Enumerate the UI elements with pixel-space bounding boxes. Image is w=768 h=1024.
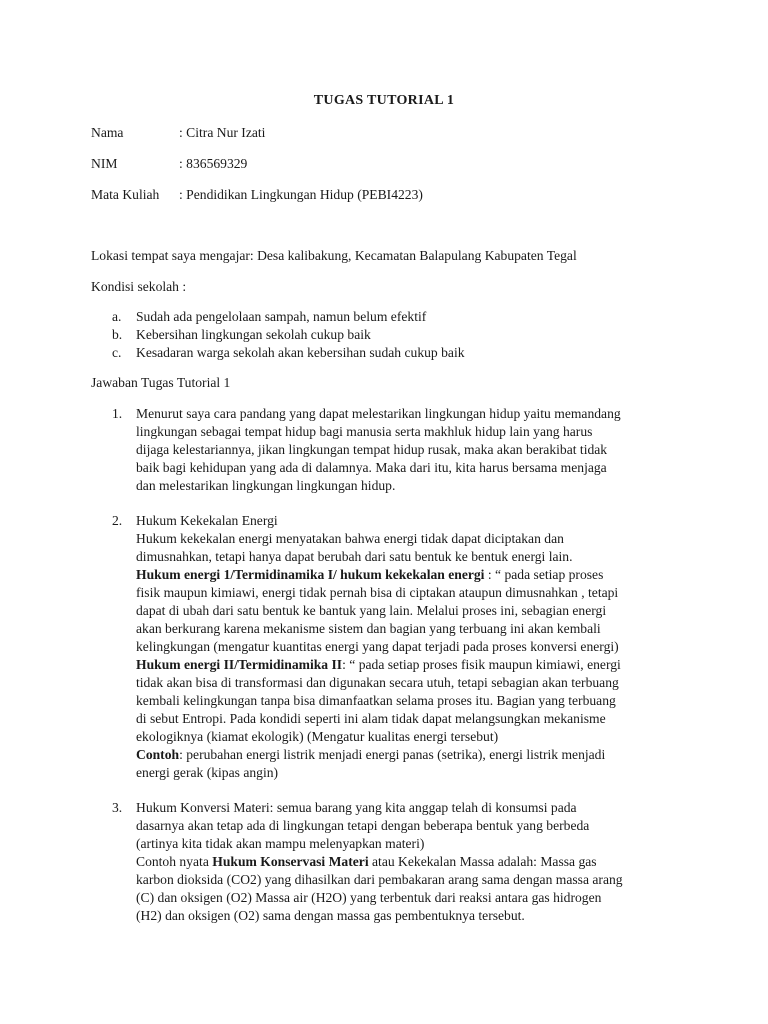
- answer-line: ekologiknya (kiamat ekologik) (Mengatur kualitas energi tersebut): [136, 729, 499, 744]
- answer-line: Menurut saya cara pandang yang dapat melestarikan lingkungan hidup yaitu memandang: [136, 406, 621, 421]
- lokasi-paragraph: Lokasi tempat saya mengajar: Desa kalibakung, Kecamatan Balapulang Kabupaten Tegal: [91, 248, 577, 263]
- kondisi-list: [91, 308, 691, 362]
- list-marker: b.: [112, 327, 123, 342]
- answer-line: [136, 656, 681, 674]
- contoh-suffix: atau Kekekalan Massa adalah: Massa gas: [368, 854, 597, 869]
- answer-line: lingkungan sebagai tempat hidup bagi manusia serta makhluk hidup lain yang harus: [136, 424, 593, 439]
- list-marker: a.: [112, 309, 122, 324]
- law1-first-line: : “ pada setiap proses: [484, 567, 604, 582]
- identity-row-nim: [91, 155, 247, 173]
- list-item: [91, 344, 691, 362]
- answer-line: dijaga kelestariannya, jikan lingkungan tempat hidup rusak, maka akan berakibat tidak: [136, 442, 608, 457]
- answer-line: akan berkurang karena mekanisme sistem dan bagian yang terbuang ini akan kembali: [136, 621, 601, 636]
- answer-line: fisik maupun kimiawi, energi tidak pernah bisa di ciptakan ataupun dimusnahkan , tetapi: [136, 585, 619, 600]
- document-title: TUGAS TUTORIAL 1: [313, 93, 455, 108]
- contoh-label: Contoh: [136, 747, 180, 762]
- identity-value: : Citra Nur Izati: [179, 125, 266, 140]
- list-item-text: Kebersihan lingkungan sekolah cukup baik: [136, 327, 371, 342]
- answer-line: di sebut Entropi. Pada kondidi seperti ini alam tidak dapat melangsungkan mekanisme: [136, 711, 606, 726]
- answer-line: (C) dan oksigen (O2) Massa air (H2O) yang terbentuk dari reaksi antara gas hidrogen: [136, 890, 602, 905]
- answer-line: [136, 746, 681, 764]
- answer-line: kembali kelingkungan tanpa bisa dimanfaatkan selama proses itu. Bagian yang terbuang: [136, 693, 616, 708]
- list-item-text: Kesadaran warga sekolah akan kebersihan sudah cukup baik: [136, 345, 465, 360]
- answer-line: kelingkungan (mengatur kuantitas energi yang dapat terjadi pada proses konversi energi): [136, 639, 619, 654]
- answer-line: Hukum kekekalan energi menyatakan bahwa energi tidak dapat diciptakan dan: [136, 531, 564, 546]
- identity-label: Mata Kuliah: [91, 187, 160, 202]
- kondisi-heading: Kondisi sekolah :: [91, 279, 187, 294]
- answer-line: Hukum Konversi Materi: semua barang yang kita anggap telah di konsumsi pada: [136, 800, 577, 815]
- list-marker: c.: [112, 345, 122, 360]
- answer-line: tidak akan bisa di transformasi dan digunakan secara utuh, tetapi sebagian akan terbuang: [136, 675, 619, 690]
- law2-title: Hukum energi II/Termidinamika II: [136, 657, 343, 672]
- hukum-konservasi-title: Hukum Konservasi Materi: [212, 854, 369, 869]
- law2-first-line: : “ pada setiap proses fisik maupun kimiawi, energi: [342, 657, 621, 672]
- answer-line: dimusnahkan, tetapi hanya dapat berubah dari satu bentuk ke bentuk energi lain.: [136, 549, 573, 564]
- answer-line: baik bagi kehidupan yang ada di dalamnya. Maka dari itu, kita harus bersama menjaga: [136, 460, 607, 475]
- answer-line: dasarnya akan tetap ada di lingkungan tetapi dengan beberapa bentuk yang berbeda: [136, 818, 590, 833]
- answer-line: (H2) dan oksigen (O2) sama dengan massa gas pembentuknya tersebut.: [136, 908, 525, 923]
- answer-body: [136, 799, 681, 925]
- identity-value: : 836569329: [179, 156, 248, 171]
- jawaban-heading: Jawaban Tugas Tutorial 1: [91, 375, 231, 390]
- contoh-first-line: : perubahan energi listrik menjadi energi panas (setrika), energi listrik menjadi: [179, 747, 606, 762]
- answer-body: [136, 405, 681, 495]
- answer-line: [136, 853, 681, 871]
- answer-line: (artinya kita tidak akan mampu melenyapkan materi): [136, 836, 425, 851]
- answer-number: 3.: [112, 800, 123, 815]
- list-item-text: Sudah ada pengelolaan sampah, namun belum efektif: [136, 309, 427, 324]
- identity-value: : Pendidikan Lingkungan Hidup (PEBI4223): [179, 187, 423, 202]
- answer-number: 1.: [112, 406, 123, 421]
- law1-title: Hukum energi 1/Termidinamika I/ hukum kekekalan energi: [136, 567, 485, 582]
- answer-line: energi gerak (kipas angin): [136, 765, 279, 780]
- answer-line: [136, 566, 681, 584]
- identity-row-mata-kuliah: [91, 186, 423, 204]
- answer-line: dapat di ubah dari satu bentuk ke bantuk yang lain. Melalui proses ini, sebagian energi: [136, 603, 607, 618]
- answer-line: dan melestarikan lingkungan lingkungan hidup.: [136, 478, 396, 493]
- answer-line: karbon dioksida (CO2) yang dihasilkan dari pembakaran arang sama dengan massa arang: [136, 872, 623, 887]
- list-item: [91, 308, 691, 326]
- answer-number: 2.: [112, 513, 123, 528]
- identity-label: NIM: [91, 156, 118, 171]
- answer-heading: Hukum Kekekalan Energi: [136, 513, 278, 528]
- identity-label: Nama: [91, 125, 124, 140]
- list-item: [91, 326, 691, 344]
- identity-row-nama: [91, 124, 265, 142]
- answer-body: [136, 512, 681, 782]
- contoh-prefix: Contoh nyata: [136, 854, 213, 869]
